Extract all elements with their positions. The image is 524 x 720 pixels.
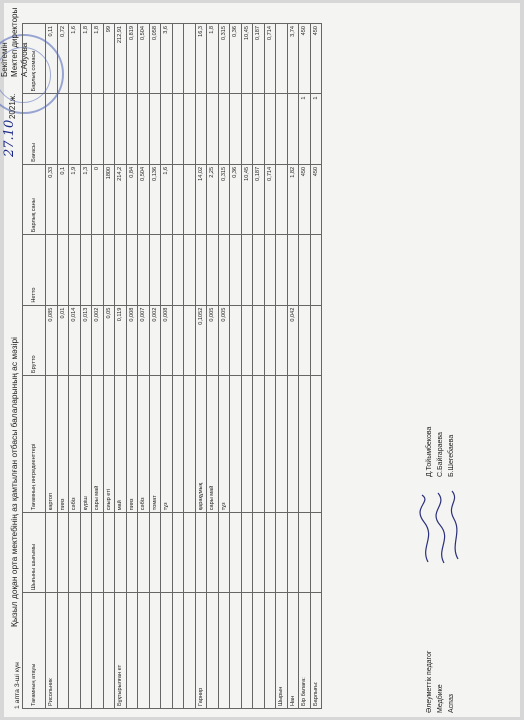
table-cell [172,24,184,94]
table-cell [184,305,196,375]
table-cell [57,235,69,305]
table-cell [92,94,104,164]
table-cell [287,513,299,593]
table-cell: 10,45 [241,164,253,234]
header-cell: Брутто [23,305,46,375]
table-cell [80,593,92,709]
header-cell: Барлық саны [23,164,46,234]
header-cell: Бағасы [23,94,46,164]
table-row [230,24,242,709]
table-cell [57,513,69,593]
table-cell [103,513,115,593]
table-cell: тұз [218,376,230,513]
table-cell: 1 [310,94,322,164]
table-cell: Гарнир [195,593,207,709]
table-cell [207,513,219,593]
table-cell [69,94,81,164]
table-cell: сары май [207,376,219,513]
table-cell [149,593,161,709]
table-cell: 0,136 [149,164,161,234]
table-cell [161,513,173,593]
table-cell: 1,6 [161,164,173,234]
table-cell: 0,002 [149,305,161,375]
table-cell [103,593,115,709]
table-cell: 0,014 [69,305,81,375]
table-cell [161,235,173,305]
document-title: Қызыл доқан орта мектебінің аз қамтылған отбасы балаларының ас мәзірі [9,337,19,627]
table-cell: 0,1 [57,164,69,234]
table-cell: 0,008 [161,305,173,375]
table-cell: 2,25 [207,164,219,234]
table-cell: 0,33 [46,164,58,234]
table-row [218,24,230,709]
table-cell: 99 [103,24,115,94]
table-cell [103,235,115,305]
table-cell: 0,007 [138,305,150,375]
table-cell [195,513,207,593]
table-cell [115,94,127,164]
table-cell: Барлығы: [310,593,322,709]
table-cell: 0,01 [57,305,69,375]
table-cell [276,513,288,593]
table-cell: 0,714 [264,24,276,94]
table-row [195,24,207,709]
table-cell [172,235,184,305]
table-cell [276,164,288,234]
table-cell: 0,819 [126,24,138,94]
table-cell [184,24,196,94]
table-cell: 1,3 [80,164,92,234]
table-cell [276,376,288,513]
table-cell [126,513,138,593]
table-cell: 0,013 [80,305,92,375]
table-cell [161,94,173,164]
table-header-row [23,24,46,709]
table-cell: 14,02 [195,164,207,234]
table-cell [195,94,207,164]
table-row [207,24,219,709]
table-cell: 0,008 [126,305,138,375]
table-cell: 1,6 [69,24,81,94]
table-cell: күріш [80,376,92,513]
table-cell [69,593,81,709]
table-row [184,24,196,709]
table-cell [207,235,219,305]
day-label: 1 апта 3-ші күн [14,662,21,709]
table-cell [46,513,58,593]
table-cell [138,593,150,709]
year-label: 2021ж. [8,93,17,119]
table-cell: 1,82 [287,164,299,234]
table-cell: 0,11 [46,24,58,94]
table-cell [161,593,173,709]
table-row [172,24,184,709]
table-cell [115,513,127,593]
table-cell [264,235,276,305]
table-row [69,24,81,709]
table-cell: 214,2 [115,164,127,234]
table-cell: 0,005 [207,305,219,375]
table-cell: 0,84 [126,164,138,234]
header-cell: Барлық сомасы [23,24,46,94]
table-cell: сәбіз [69,376,81,513]
table-cell [207,94,219,164]
table-cell [287,376,299,513]
table-row [264,24,276,709]
table-cell [172,164,184,234]
table-cell: 0,05 [103,305,115,375]
table-cell [126,94,138,164]
table-cell [195,235,207,305]
table-cell: 0,36 [230,164,242,234]
table-cell [126,235,138,305]
table-cell: 0,187 [253,24,265,94]
table-cell [184,376,196,513]
table-cell [253,513,265,593]
table-cell [230,376,242,513]
table-cell [299,305,311,375]
handwritten-date: 27.10 [2,119,17,157]
table-cell [126,593,138,709]
table-cell [264,94,276,164]
table-cell [57,94,69,164]
table-cell: 0,504 [138,164,150,234]
table-cell [276,305,288,375]
table-cell [69,235,81,305]
table-cell [46,235,58,305]
rotated-content [0,3,520,717]
table-cell [299,376,311,513]
table-cell: тұз [161,376,173,513]
table-cell: 450 [310,24,322,94]
table-cell: 212,91 [115,24,127,94]
table-cell [230,305,242,375]
table-cell [149,235,161,305]
table-cell [276,235,288,305]
table-cell: 0,504 [138,24,150,94]
signature-name: Б.Шегебаева [448,434,455,477]
table-cell [172,593,184,709]
table-cell: Шырын [276,593,288,709]
table-cell: 0,042 [287,305,299,375]
table-row [92,24,104,709]
table-cell [241,235,253,305]
table-cell [264,513,276,593]
table-cell: 0,315 [218,164,230,234]
table-cell: 1,8 [92,24,104,94]
table-cell [241,305,253,375]
table-cell: 0,085 [46,305,58,375]
table-cell [69,513,81,593]
signature-role: Аспаз [448,694,455,713]
table-cell [149,513,161,593]
table-cell [241,513,253,593]
table-row [241,24,253,709]
signature-role: Медбике [437,684,444,713]
table-cell [218,94,230,164]
table-row [80,24,92,709]
table-cell [138,513,150,593]
table-cell [241,593,253,709]
table-cell: 450 [299,24,311,94]
table-cell: 10,45 [241,24,253,94]
table-cell [172,513,184,593]
table-cell: 0,36 [230,24,242,94]
table-cell [138,94,150,164]
table-cell: Нан [287,593,299,709]
table-cell: 1,9 [69,164,81,234]
table-cell [57,593,69,709]
table-cell: 1 [299,94,311,164]
table-cell [287,235,299,305]
table-cell [184,94,196,164]
table-cell [172,94,184,164]
table-cell [310,235,322,305]
table-cell [46,94,58,164]
table-cell [264,376,276,513]
menu-table [22,23,322,709]
table-cell [92,593,104,709]
header-cell: Шығыны шығымы [23,513,46,593]
signature-roles [424,651,457,713]
table-cell: 450 [310,164,322,234]
table-cell: 0,058 [149,24,161,94]
header-cell: Тағамның атауы [23,593,46,709]
table-cell [264,593,276,709]
table-cell [207,593,219,709]
table-cell: пияз [126,376,138,513]
table-row [161,24,173,709]
table-cell: Рисольник [46,593,58,709]
table-row [57,24,69,709]
approval-line-3: А.Абуова [20,42,29,77]
table-cell: сары май [92,376,104,513]
signature-name: С.Байгараева [437,432,444,477]
table-cell: 1,8 [207,24,219,94]
table-cell [172,305,184,375]
table-cell [80,235,92,305]
table-cell [253,235,265,305]
handwritten-signatures [418,487,464,567]
table-cell: 450 [299,164,311,234]
table-cell [230,513,242,593]
table-cell: 3,74 [287,24,299,94]
signature-names [424,427,457,477]
table-cell [276,24,288,94]
table-cell [115,235,127,305]
table-cell [103,94,115,164]
table-cell [287,94,299,164]
table-cell: 0,72 [57,24,69,94]
table-cell [218,235,230,305]
table-cell: 0 [92,164,104,234]
table-cell: Бір балаға: [299,593,311,709]
table-cell: Бұқтырылған ет [115,593,127,709]
table-cell [184,513,196,593]
table-cell [253,593,265,709]
table-cell: 0,002 [92,305,104,375]
document-page [0,3,520,717]
table-cell: 0,187 [253,164,265,234]
signature-name: Д.Тойымбекова [426,426,433,477]
table-cell [310,305,322,375]
table-row [276,24,288,709]
table-cell [241,376,253,513]
table-cell: пияз [57,376,69,513]
table-cell: 16,3 [195,24,207,94]
table-cell [264,305,276,375]
table-cell [230,235,242,305]
table-cell [253,94,265,164]
approval-line-1: Бекітемін [0,42,9,77]
table-cell: томат [149,376,161,513]
table-cell: 1,8 [80,24,92,94]
table-cell [218,593,230,709]
table-cell: картоп [46,376,58,513]
table-cell: 0,315 [218,24,230,94]
table-cell [80,513,92,593]
table-cell [253,305,265,375]
table-row [253,24,265,709]
table-cell [149,94,161,164]
table-cell [299,513,311,593]
table-row [287,24,299,709]
table-cell: 1800 [103,164,115,234]
approval-line-2: Мектеп директоры [10,7,19,77]
table-row [138,24,150,709]
table-cell [253,376,265,513]
table-cell [276,94,288,164]
table-row [115,24,127,709]
table-cell: сиыр еті [103,376,115,513]
table-cell: сәбіз [138,376,150,513]
table-row [126,24,138,709]
table-cell: 0,119 [115,305,127,375]
header-cell: Тағамның ингредиенттері [23,376,46,513]
table-cell [138,235,150,305]
signature-role: Әлеуметтік педагог [426,650,433,713]
table-cell [184,235,196,305]
table-cell [184,593,196,709]
table-cell [241,94,253,164]
table-cell [92,513,104,593]
table-cell [80,94,92,164]
table-cell [172,376,184,513]
table-row [103,24,115,709]
table-cell [310,513,322,593]
table-cell: 0,714 [264,164,276,234]
table-cell [92,235,104,305]
table-cell: 0,1052 [195,305,207,375]
table-cell [310,376,322,513]
table-cell: 0,005 [218,305,230,375]
table-cell [230,94,242,164]
table-cell [230,593,242,709]
table-row [46,24,58,709]
table-cell: май [115,376,127,513]
table-cell [218,513,230,593]
table-cell: 3,6 [161,24,173,94]
table-row [149,24,161,709]
table-row [310,24,322,709]
table-row [299,24,311,709]
header-cell: Нетто [23,235,46,305]
table-cell [299,235,311,305]
table-cell [184,164,196,234]
table-cell: қарақұмық [195,376,207,513]
